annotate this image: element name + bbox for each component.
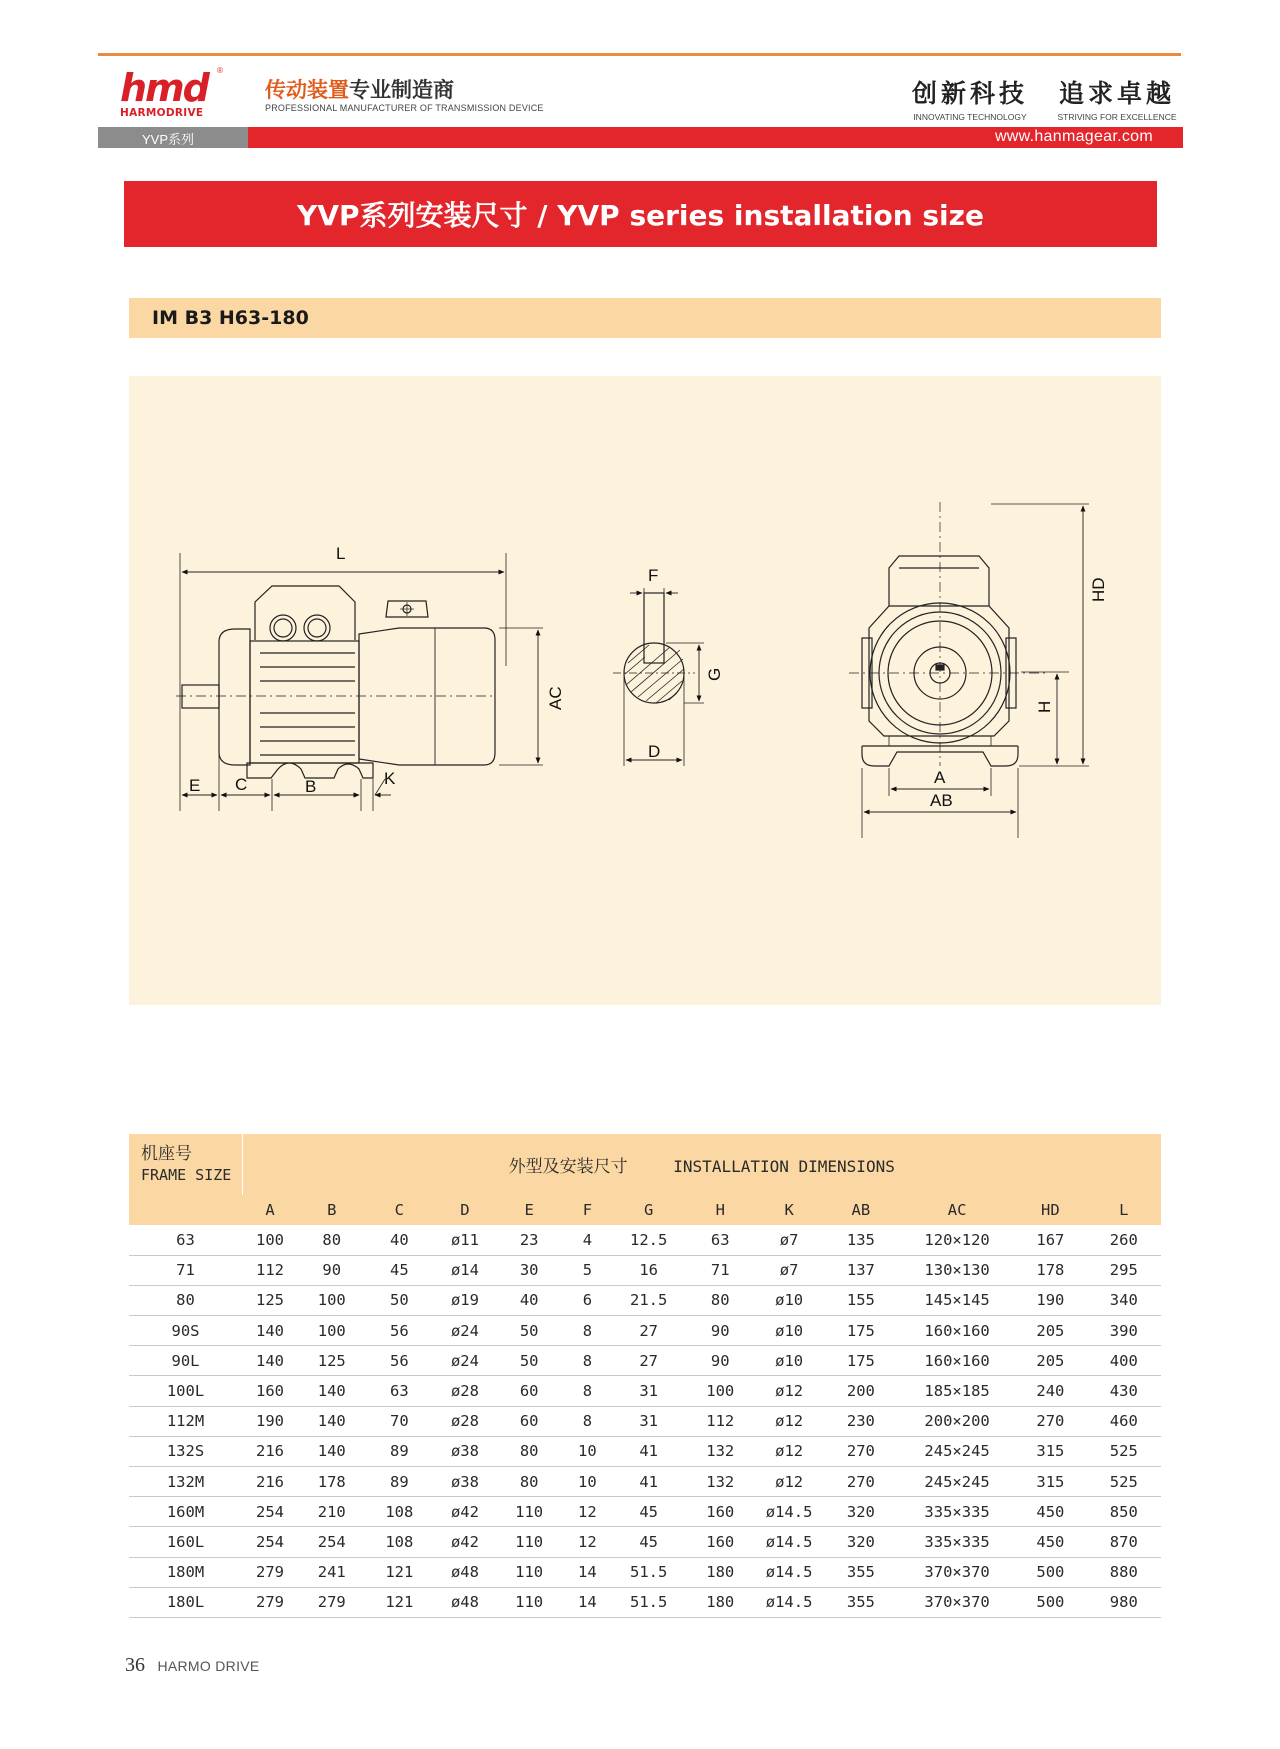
dimension-cell: 50 bbox=[366, 1285, 434, 1315]
header-rule bbox=[98, 53, 1181, 56]
dimension-cell: 270 bbox=[822, 1436, 900, 1466]
logo-mark: hmd bbox=[120, 66, 208, 110]
dimension-cell: 23 bbox=[497, 1225, 562, 1255]
frame-size-header-cn: 机座号 bbox=[141, 1143, 192, 1164]
dim-label-A: A bbox=[934, 768, 946, 787]
table-row bbox=[129, 1255, 1161, 1285]
dim-label-L: L bbox=[336, 544, 346, 563]
dimension-cell: 850 bbox=[1087, 1497, 1161, 1527]
column-header-ac: AC bbox=[900, 1195, 1014, 1225]
dimension-cell: 45 bbox=[613, 1497, 684, 1527]
dimension-cell: 30 bbox=[497, 1255, 562, 1285]
dimension-cell: 200 bbox=[822, 1376, 900, 1406]
dimension-cell: 390 bbox=[1087, 1316, 1161, 1346]
dimension-cell: ø28 bbox=[433, 1376, 497, 1406]
series-tab bbox=[98, 127, 248, 148]
dimension-cell: 216 bbox=[242, 1467, 298, 1497]
motor-dimension-drawing bbox=[129, 376, 1161, 1005]
dimension-cell: 160×160 bbox=[900, 1346, 1014, 1376]
slogan-2-en: STRIVING FOR EXCELLENCE bbox=[1057, 112, 1177, 122]
dimension-cell: 137 bbox=[822, 1255, 900, 1285]
registered-mark: ® bbox=[217, 66, 223, 75]
dim-label-C: C bbox=[235, 775, 248, 794]
table-header-row bbox=[129, 1134, 1161, 1195]
dimension-cell: 12 bbox=[561, 1497, 613, 1527]
dimension-cell: 870 bbox=[1087, 1527, 1161, 1557]
dimension-cell: 108 bbox=[366, 1527, 434, 1557]
dimension-cell: 8 bbox=[561, 1376, 613, 1406]
table-row bbox=[129, 1587, 1161, 1617]
dimension-cell: 315 bbox=[1014, 1467, 1086, 1497]
dimension-cell: 450 bbox=[1014, 1527, 1086, 1557]
dimension-cell: ø48 bbox=[433, 1587, 497, 1617]
dimension-cell: 525 bbox=[1087, 1436, 1161, 1466]
dimension-cell: 60 bbox=[497, 1406, 562, 1436]
section-subtitle: IM B3 H63-180 bbox=[152, 307, 309, 329]
dimension-cell: 80 bbox=[497, 1436, 562, 1466]
dimension-cell: ø14.5 bbox=[756, 1527, 821, 1557]
dimension-cell: ø12 bbox=[756, 1376, 821, 1406]
dimension-cell: 180 bbox=[684, 1587, 756, 1617]
dimension-cell: 254 bbox=[242, 1497, 298, 1527]
dimension-cell: 190 bbox=[242, 1406, 298, 1436]
column-header-b: B bbox=[298, 1195, 366, 1225]
dimension-cell: 315 bbox=[1014, 1436, 1086, 1466]
dimension-cell: 525 bbox=[1087, 1467, 1161, 1497]
dimension-cell: ø42 bbox=[433, 1527, 497, 1557]
dimension-cell: 335×335 bbox=[900, 1527, 1014, 1557]
dimension-cell: 51.5 bbox=[613, 1557, 684, 1587]
dimension-cell: 279 bbox=[298, 1587, 366, 1617]
dimension-cell: 89 bbox=[366, 1436, 434, 1466]
table-row bbox=[129, 1557, 1161, 1587]
frame-size-cell: 71 bbox=[129, 1255, 242, 1285]
dimension-cell: 31 bbox=[613, 1376, 684, 1406]
dimension-cell: 12.5 bbox=[613, 1225, 684, 1255]
side-view bbox=[176, 553, 543, 811]
dimension-cell: 27 bbox=[613, 1316, 684, 1346]
column-header-row bbox=[129, 1195, 1161, 1225]
column-header-l: L bbox=[1087, 1195, 1161, 1225]
dimension-cell: 135 bbox=[822, 1225, 900, 1255]
installation-header-en: INSTALLATION DIMENSIONS bbox=[673, 1157, 895, 1176]
dimension-cell: 320 bbox=[822, 1497, 900, 1527]
dimension-cell: ø11 bbox=[433, 1225, 497, 1255]
dimension-cell: 880 bbox=[1087, 1557, 1161, 1587]
dimension-cell: 12 bbox=[561, 1527, 613, 1557]
frame-size-cell: 132S bbox=[129, 1436, 242, 1466]
dimension-cell: 40 bbox=[366, 1225, 434, 1255]
installation-header-cn: 外型及安装尺寸 bbox=[508, 1157, 628, 1177]
dimension-cell: ø14 bbox=[433, 1255, 497, 1285]
dim-label-B: B bbox=[305, 777, 317, 796]
frame-size-cell: 160L bbox=[129, 1527, 242, 1557]
tagline-cn-rest: 专业制造商 bbox=[349, 78, 454, 102]
dimension-cell: 8 bbox=[561, 1346, 613, 1376]
dimension-cell: 100 bbox=[298, 1316, 366, 1346]
table-row bbox=[129, 1467, 1161, 1497]
column-header-e: E bbox=[497, 1195, 562, 1225]
dimension-cell: 500 bbox=[1014, 1557, 1086, 1587]
dimension-cell: 108 bbox=[366, 1497, 434, 1527]
dimension-cell: 200×200 bbox=[900, 1406, 1014, 1436]
dimension-cell: ø38 bbox=[433, 1436, 497, 1466]
column-header-ab: AB bbox=[822, 1195, 900, 1225]
dimension-cell: 80 bbox=[684, 1285, 756, 1315]
tagline-english: PROFESSIONAL MANUFACTURER OF TRANSMISSION DEVICE bbox=[265, 103, 544, 113]
dimension-cell: 125 bbox=[242, 1285, 298, 1315]
dimension-cell: 260 bbox=[1087, 1225, 1161, 1255]
dimension-cell: 132 bbox=[684, 1467, 756, 1497]
page-title-banner bbox=[124, 181, 1157, 247]
dimension-cell: 205 bbox=[1014, 1316, 1086, 1346]
dimension-cell: 270 bbox=[822, 1467, 900, 1497]
dimension-cell: 178 bbox=[1014, 1255, 1086, 1285]
dimension-cell: ø48 bbox=[433, 1557, 497, 1587]
frame-size-cell: 180M bbox=[129, 1557, 242, 1587]
dimension-cell: 50 bbox=[497, 1346, 562, 1376]
dimension-cell: 63 bbox=[366, 1376, 434, 1406]
dimension-cell: 180 bbox=[684, 1557, 756, 1587]
dimension-cell: 254 bbox=[242, 1527, 298, 1557]
dimension-cell: 71 bbox=[684, 1255, 756, 1285]
dimension-cell: 14 bbox=[561, 1587, 613, 1617]
frame-size-header-en: FRAME SIZE bbox=[141, 1165, 232, 1184]
dim-label-AB: AB bbox=[930, 791, 953, 810]
frame-size-cell: 160M bbox=[129, 1497, 242, 1527]
dim-label-K: K bbox=[384, 769, 396, 788]
dimension-cell: 145×145 bbox=[900, 1285, 1014, 1315]
dimension-cell: ø7 bbox=[756, 1255, 821, 1285]
dimension-cell: 45 bbox=[613, 1527, 684, 1557]
dimension-cell: 430 bbox=[1087, 1376, 1161, 1406]
dimension-cell: 110 bbox=[497, 1557, 562, 1587]
dimension-cell: 90 bbox=[298, 1255, 366, 1285]
dimension-cell: 270 bbox=[1014, 1406, 1086, 1436]
table-row bbox=[129, 1497, 1161, 1527]
dimension-cell: 185×185 bbox=[900, 1376, 1014, 1406]
dimension-cell: 14 bbox=[561, 1557, 613, 1587]
dimension-cell: 31 bbox=[613, 1406, 684, 1436]
column-header-blank bbox=[129, 1195, 242, 1225]
dimension-cell: 279 bbox=[242, 1557, 298, 1587]
dimension-cell: 112 bbox=[242, 1255, 298, 1285]
slogan-striving bbox=[1053, 74, 1181, 122]
installation-dimensions-header bbox=[242, 1134, 1161, 1195]
column-header-a: A bbox=[242, 1195, 298, 1225]
dimension-cell: 80 bbox=[298, 1225, 366, 1255]
tagline-cn-highlight: 传动装置 bbox=[265, 78, 349, 102]
slogan-1-en: INNOVATING TECHNOLOGY bbox=[913, 112, 1027, 122]
dimension-cell: 40 bbox=[497, 1285, 562, 1315]
dimension-cell: 5 bbox=[561, 1255, 613, 1285]
dimension-cell: ø19 bbox=[433, 1285, 497, 1315]
table-row bbox=[129, 1225, 1161, 1255]
dimension-cell: 132 bbox=[684, 1436, 756, 1466]
section-subtitle-bar bbox=[129, 298, 1161, 338]
page-title: YVP系列安装尺寸 / YVP series installation size bbox=[297, 199, 984, 232]
dimension-cell: ø10 bbox=[756, 1316, 821, 1346]
dimension-cell: 4 bbox=[561, 1225, 613, 1255]
dimension-cell: 400 bbox=[1087, 1346, 1161, 1376]
dimension-cell: 125 bbox=[298, 1346, 366, 1376]
dimension-cell: 16 bbox=[613, 1255, 684, 1285]
table-row bbox=[129, 1527, 1161, 1557]
dimension-cell: 8 bbox=[561, 1316, 613, 1346]
dimension-cell: 110 bbox=[497, 1527, 562, 1557]
dimension-cell: ø14.5 bbox=[756, 1557, 821, 1587]
dimension-cell: 140 bbox=[298, 1406, 366, 1436]
frame-size-cell: 180L bbox=[129, 1587, 242, 1617]
dimension-cell: 100 bbox=[298, 1285, 366, 1315]
tagline-chinese bbox=[265, 74, 454, 104]
frame-size-cell: 132M bbox=[129, 1467, 242, 1497]
dimension-cell: ø14.5 bbox=[756, 1587, 821, 1617]
dimension-cell: 140 bbox=[242, 1316, 298, 1346]
table-row bbox=[129, 1346, 1161, 1376]
dimension-cell: 10 bbox=[561, 1467, 613, 1497]
dimension-cell: 112 bbox=[684, 1406, 756, 1436]
dimension-cell: 175 bbox=[822, 1346, 900, 1376]
dimension-cell: 355 bbox=[822, 1587, 900, 1617]
dimension-cell: 100 bbox=[684, 1376, 756, 1406]
dimension-cell: ø42 bbox=[433, 1497, 497, 1527]
dimension-cell: 90 bbox=[684, 1316, 756, 1346]
dim-label-F: F bbox=[648, 566, 659, 585]
column-header-c: C bbox=[366, 1195, 434, 1225]
dimension-cell: 980 bbox=[1087, 1587, 1161, 1617]
dimension-cell: 240 bbox=[1014, 1376, 1086, 1406]
column-header-hd: HD bbox=[1014, 1195, 1086, 1225]
frame-size-cell: 90S bbox=[129, 1316, 242, 1346]
dimension-cell: 6 bbox=[561, 1285, 613, 1315]
column-header-h: H bbox=[684, 1195, 756, 1225]
dimension-cell: 80 bbox=[497, 1467, 562, 1497]
table-row bbox=[129, 1376, 1161, 1406]
dimension-cell: 160×160 bbox=[900, 1316, 1014, 1346]
dim-label-G: G bbox=[705, 667, 724, 681]
dimension-cell: 245×245 bbox=[900, 1467, 1014, 1497]
table-row bbox=[129, 1316, 1161, 1346]
website-url[interactable]: www.hanmagear.com bbox=[994, 128, 1153, 145]
dim-label-HD: HD bbox=[1089, 577, 1108, 602]
dimension-cell: 41 bbox=[613, 1436, 684, 1466]
page-number: 36 bbox=[125, 1654, 145, 1676]
dim-label-H: H bbox=[1035, 700, 1054, 713]
dimension-drawing-panel bbox=[129, 376, 1161, 1005]
page-footer bbox=[125, 1654, 260, 1677]
dimension-cell: 167 bbox=[1014, 1225, 1086, 1255]
dimension-cell: 175 bbox=[822, 1316, 900, 1346]
dimension-cell: 140 bbox=[298, 1436, 366, 1466]
dimension-cell: ø7 bbox=[756, 1225, 821, 1255]
slogan-2-cn: 追求卓越 bbox=[1058, 79, 1175, 108]
dimension-cell: 8 bbox=[561, 1406, 613, 1436]
table-row bbox=[129, 1406, 1161, 1436]
dimension-cell: ø10 bbox=[756, 1285, 821, 1315]
dimension-cell: 230 bbox=[822, 1406, 900, 1436]
logo-wordmark: HARMODRIVE bbox=[120, 107, 204, 119]
frame-size-cell: 80 bbox=[129, 1285, 242, 1315]
dimension-cell: 254 bbox=[298, 1527, 366, 1557]
dimension-cell: 216 bbox=[242, 1436, 298, 1466]
dimension-cell: ø12 bbox=[756, 1406, 821, 1436]
dimension-cell: 460 bbox=[1087, 1406, 1161, 1436]
dimension-cell: 27 bbox=[613, 1346, 684, 1376]
dimension-cell: 160 bbox=[242, 1376, 298, 1406]
dimension-cell: 90 bbox=[684, 1346, 756, 1376]
dimension-cell: 110 bbox=[497, 1497, 562, 1527]
dimension-cell: 21.5 bbox=[613, 1285, 684, 1315]
dimension-cell: 110 bbox=[497, 1587, 562, 1617]
dim-label-D: D bbox=[648, 742, 661, 761]
installation-dimensions-table bbox=[129, 1134, 1161, 1618]
dimension-cell: 140 bbox=[242, 1346, 298, 1376]
dimension-cell: 178 bbox=[298, 1467, 366, 1497]
dimension-cell: 56 bbox=[366, 1316, 434, 1346]
dim-label-E: E bbox=[189, 776, 201, 795]
slogan-innovating bbox=[905, 74, 1035, 122]
brand-logo bbox=[120, 66, 225, 120]
dimension-cell: 41 bbox=[613, 1467, 684, 1497]
dimension-cell: 320 bbox=[822, 1527, 900, 1557]
column-header-d: D bbox=[433, 1195, 497, 1225]
footer-brand: HARMO DRIVE bbox=[157, 1658, 260, 1674]
dimension-cell: 120×120 bbox=[900, 1225, 1014, 1255]
frame-size-header bbox=[129, 1134, 242, 1195]
dimension-cell: 100 bbox=[242, 1225, 298, 1255]
series-tab-label: YVP系列 bbox=[142, 132, 195, 147]
frame-size-cell: 100L bbox=[129, 1376, 242, 1406]
frame-size-cell: 63 bbox=[129, 1225, 242, 1255]
dimension-cell: 370×370 bbox=[900, 1557, 1014, 1587]
dimension-cell: 51.5 bbox=[613, 1587, 684, 1617]
dimension-cell: 121 bbox=[366, 1557, 434, 1587]
dimension-cell: 155 bbox=[822, 1285, 900, 1315]
dimension-cell: 160 bbox=[684, 1527, 756, 1557]
slogan-1-cn: 创新科技 bbox=[911, 79, 1028, 108]
dimension-cell: 56 bbox=[366, 1346, 434, 1376]
dimension-cell: 500 bbox=[1014, 1587, 1086, 1617]
dimension-cell: 60 bbox=[497, 1376, 562, 1406]
table-row bbox=[129, 1436, 1161, 1466]
frame-size-cell: 90L bbox=[129, 1346, 242, 1376]
dimension-cell: 370×370 bbox=[900, 1587, 1014, 1617]
table-row bbox=[129, 1285, 1161, 1315]
dimension-cell: 335×335 bbox=[900, 1497, 1014, 1527]
dimension-cell: 205 bbox=[1014, 1346, 1086, 1376]
dimension-cell: 10 bbox=[561, 1436, 613, 1466]
dimension-cell: ø24 bbox=[433, 1316, 497, 1346]
dimension-cell: 160 bbox=[684, 1497, 756, 1527]
dimension-cell: 89 bbox=[366, 1467, 434, 1497]
end-view bbox=[849, 502, 1089, 838]
dimension-cell: ø12 bbox=[756, 1467, 821, 1497]
dimension-cell: 45 bbox=[366, 1255, 434, 1285]
dimension-cell: 241 bbox=[298, 1557, 366, 1587]
website-bar bbox=[248, 127, 1183, 148]
dimension-cell: ø38 bbox=[433, 1467, 497, 1497]
dimension-cell: ø24 bbox=[433, 1346, 497, 1376]
dimension-cell: ø28 bbox=[433, 1406, 497, 1436]
dimension-cell: 70 bbox=[366, 1406, 434, 1436]
column-header-k: K bbox=[756, 1195, 821, 1225]
frame-size-cell: 112M bbox=[129, 1406, 242, 1436]
dimension-cell: 121 bbox=[366, 1587, 434, 1617]
dimension-cell: ø10 bbox=[756, 1346, 821, 1376]
dimension-cell: 340 bbox=[1087, 1285, 1161, 1315]
dimension-cell: ø14.5 bbox=[756, 1497, 821, 1527]
table-body bbox=[129, 1225, 1161, 1617]
shaft-section-view bbox=[613, 588, 704, 766]
dimension-cell: 450 bbox=[1014, 1497, 1086, 1527]
dimension-cell: 210 bbox=[298, 1497, 366, 1527]
dimension-cell: 130×130 bbox=[900, 1255, 1014, 1285]
dim-label-AC: AC bbox=[546, 686, 565, 710]
column-header-g: G bbox=[613, 1195, 684, 1225]
dimension-cell: 50 bbox=[497, 1316, 562, 1346]
column-header-f: F bbox=[561, 1195, 613, 1225]
dimension-cell: 190 bbox=[1014, 1285, 1086, 1315]
dimension-cell: ø12 bbox=[756, 1436, 821, 1466]
dimension-cell: 279 bbox=[242, 1587, 298, 1617]
dimension-cell: 355 bbox=[822, 1557, 900, 1587]
dimension-cell: 140 bbox=[298, 1376, 366, 1406]
dimension-cell: 63 bbox=[684, 1225, 756, 1255]
dimension-cell: 245×245 bbox=[900, 1436, 1014, 1466]
dimension-cell: 295 bbox=[1087, 1255, 1161, 1285]
